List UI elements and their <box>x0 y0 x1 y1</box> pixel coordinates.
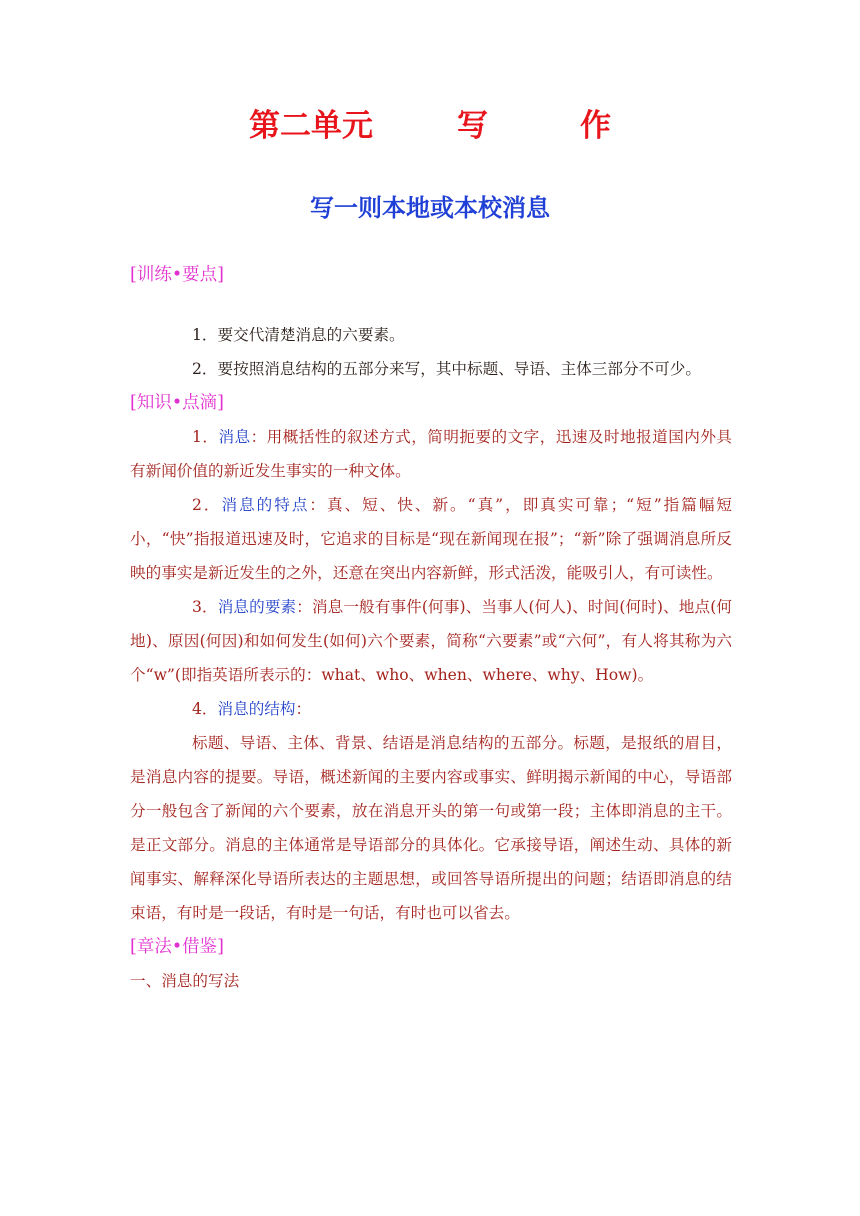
structure-paragraph: 标题、导语、主体、背景、结语是消息结构的五部分。标题，是报纸的眉目，是消息内容的提要。导语，概述新闻的主要内容或事实、鲜明揭示新闻的中心，导语部分一般包含了新闻的六个要素，放在消息开头的第一句或第一段；主体即消息的主干。是正文部分。消息的主体通常是导语部分的具体化。它承接导语，阐述生动、具体的新闻事实、解释深化导语所表达的主题思想，或回答导语所提出的问题；结语即消息的结束语，有时是一段话，有时是一句话，有时也可以省去。 <box>130 734 732 922</box>
knowledge-item-4-term: 消息的结构 <box>217 700 296 718</box>
knowledge-item-1-term: 消息 <box>218 428 251 446</box>
section-heading-training: [训练•要点] <box>130 265 224 285</box>
section-heading-knowledge: [知识•点滴] <box>130 393 224 413</box>
knowledge-item-4-text: ： <box>295 700 312 718</box>
knowledge-item-1-num: 1． <box>192 428 219 446</box>
unit-title <box>0 104 860 148</box>
method-first-line: 一、消息的写法 <box>130 972 240 990</box>
training-item-1: 1．要交代清楚消息的六要素。 <box>192 326 405 344</box>
knowledge-item-3 <box>130 590 732 692</box>
knowledge-item-3-term: 消息的要素 <box>217 598 297 616</box>
knowledge-item-1 <box>130 420 732 488</box>
unit-title-part3: 作 <box>580 108 611 144</box>
knowledge-item-2 <box>130 488 732 590</box>
knowledge-item-4 <box>130 692 732 726</box>
knowledge-item-2-num: 2． <box>192 496 222 514</box>
knowledge-item-3-num: 3． <box>192 598 218 616</box>
training-item-2: 2．要按照消息结构的五部分来写，其中标题、导语、主体三部分不可少。 <box>192 360 701 378</box>
content-body <box>130 258 732 998</box>
section-heading-method: [章法•借鉴] <box>130 937 224 957</box>
knowledge-item-2-term: 消息的特点 <box>221 496 310 514</box>
unit-title-part2: 写 <box>457 108 488 144</box>
knowledge-item-2-text: ：真、短、快、新。“真”，即真实可靠；“短”指篇幅短小，“快”指报道迅速及时，它追求的目标是“现在新闻现在报”；“新”除了强调消息所反映的事实是新近发生的之外，还意在突出内容新鲜，形式活泼，能吸引人，有可读性。 <box>130 496 733 582</box>
lesson-subtitle: 写一则本地或本校消息 <box>310 193 550 222</box>
knowledge-item-4-num: 4． <box>192 700 218 718</box>
knowledge-item-1-text: ：用概括性的叙述方式，简明扼要的文字，迅速及时地报道国内外具有新闻价值的新近发生事实的一种文体。 <box>130 428 732 480</box>
knowledge-item-3-text: ：消息一般有事件(何事)、当事人(何人)、时间(何时)、地点(何地)、原因(何因)和如何发生(如何)六个要素，简称“六要素”或“六何”，有人将其称为六个“w”(即指英语所表示的：what、who、when、where、why、How)。 <box>130 598 732 684</box>
unit-title-part1: 第二单元 <box>249 108 373 144</box>
